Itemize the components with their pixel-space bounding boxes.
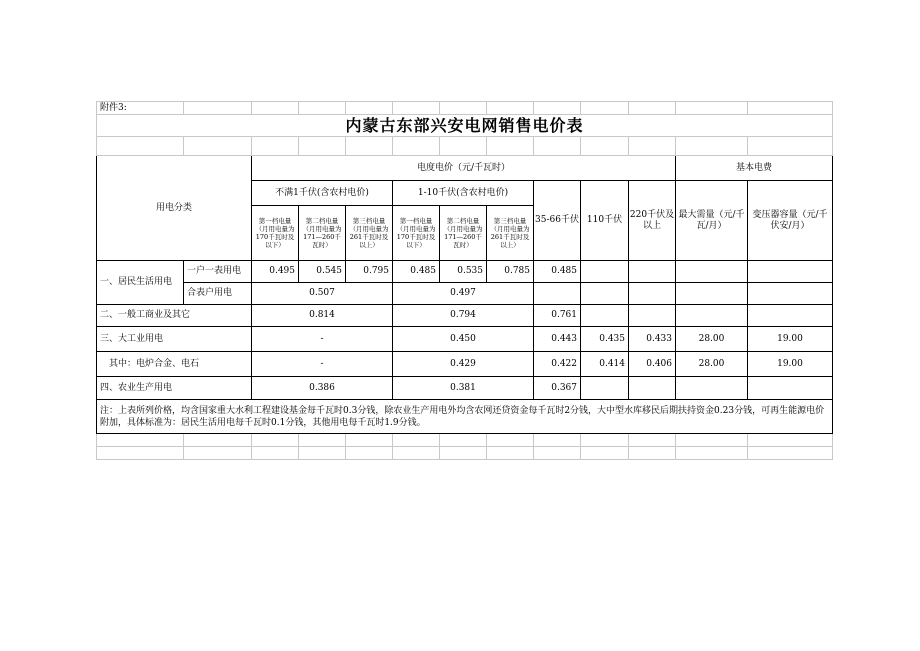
- tier1-header-high: 第一档电量（月用电量为170千瓦时及以下）: [393, 206, 440, 261]
- cell-value: 0.507: [252, 283, 393, 305]
- cell-value: 0.497: [393, 283, 534, 305]
- cell-value: 0.535: [440, 261, 487, 283]
- usage-category-header: 用电分类: [97, 156, 252, 261]
- cell-value: 0.761: [534, 305, 581, 327]
- kv-220-header: 220千伏及以上: [629, 181, 676, 261]
- cell-value: 0.414: [581, 352, 629, 377]
- basic-fee-header: 基本电费: [676, 156, 833, 181]
- row-single-meter: [97, 261, 833, 283]
- cell-value: 0.381: [393, 377, 534, 400]
- empty-row: [97, 447, 833, 460]
- single-meter-label: 一户一表用电: [184, 261, 252, 283]
- cell-value: 0.495: [252, 261, 299, 283]
- cell-value: 0.433: [629, 327, 676, 352]
- row-large-industry: [97, 327, 833, 352]
- cell-value: 0.795: [346, 261, 393, 283]
- cell-value: 0.367: [534, 377, 581, 400]
- general-commercial-label: 二、一般工商业及其它: [97, 305, 252, 327]
- price-table: [96, 101, 833, 460]
- cell-value: 0.435: [581, 327, 629, 352]
- title-row: [97, 115, 833, 137]
- max-demand-header: 最大需量（元/千瓦/月）: [676, 181, 748, 261]
- cell-value: 19.00: [748, 352, 833, 377]
- cell-value: 0.794: [393, 305, 534, 327]
- ferroalloy-label: 其中：电炉合金、电石: [97, 352, 252, 377]
- large-industry-label: 三、大工业用电: [97, 327, 252, 352]
- footnote: 注：上表所列价格，均含国家重大水利工程建设基金每千瓦时0.3分钱，除农业生产用电外均含农网还贷资金每千瓦时2分钱，大中型水库移民后期扶持资金0.23分钱，可再生能源电价附加，具体标准为：居民生活用电每千瓦时0.1分钱，其他用电每千瓦时1.9分钱。: [97, 400, 833, 434]
- cell-value: 0.485: [534, 261, 581, 283]
- cell-value: 0.814: [252, 305, 393, 327]
- cell-value: 0.443: [534, 327, 581, 352]
- cell-value: 0.785: [487, 261, 534, 283]
- cell-value: 0.450: [393, 327, 534, 352]
- cell-value: 0.406: [629, 352, 676, 377]
- tier1-header-low: 第一档电量（月用电量为170千瓦时及以下）: [252, 206, 299, 261]
- cell-value: 28.00: [676, 327, 748, 352]
- header-row-1: [97, 156, 833, 181]
- cell-value: -: [252, 327, 393, 352]
- empty-row: [97, 434, 833, 447]
- kv-110-header: 110千伏: [581, 181, 629, 261]
- tier3-header-high: 第三档电量（月用电量为261千瓦时及以上）: [487, 206, 534, 261]
- tier2-header-low: 第二档电量（月用电量为171—260千瓦时）: [299, 206, 346, 261]
- kv-35-66-header: 35-66千伏: [534, 181, 581, 261]
- cell-value: 0.485: [393, 261, 440, 283]
- kv-1-10-header: 1-10千伏(含农村电价): [393, 181, 534, 206]
- attachment-row: [97, 102, 833, 115]
- transformer-capacity-header: 变压器容量（元/千伏安/月）: [748, 181, 833, 261]
- note-row: [97, 400, 833, 434]
- tier3-header-low: 第三档电量（月用电量为261千瓦时及以上）: [346, 206, 393, 261]
- cell-value: 19.00: [748, 327, 833, 352]
- shared-meter-label: 合表户用电: [184, 283, 252, 305]
- row-agriculture: [97, 377, 833, 400]
- row-shared-meter: [97, 283, 833, 305]
- cell-value: -: [252, 352, 393, 377]
- attachment-label: 附件3:: [97, 102, 184, 115]
- cell-value: 0.545: [299, 261, 346, 283]
- tier2-header-high: 第二档电量（月用电量为171—260千瓦时）: [440, 206, 487, 261]
- price-sheet: [96, 101, 832, 460]
- energy-price-header: 电度电价（元/千瓦时）: [252, 156, 676, 181]
- row-general-commercial: [97, 305, 833, 327]
- cell-value: 28.00: [676, 352, 748, 377]
- cell-value: 0.429: [393, 352, 534, 377]
- cell-value: 0.386: [252, 377, 393, 400]
- page-title: 内蒙古东部兴安电网销售电价表: [97, 115, 833, 137]
- agriculture-label: 四、农业生产用电: [97, 377, 252, 400]
- below-1kv-header: 不满1千伏(含农村电价): [252, 181, 393, 206]
- residential-label: 一、居民生活用电: [97, 261, 184, 305]
- cell-value: 0.422: [534, 352, 581, 377]
- row-ferroalloy: [97, 352, 833, 377]
- spacer-row: [97, 137, 833, 156]
